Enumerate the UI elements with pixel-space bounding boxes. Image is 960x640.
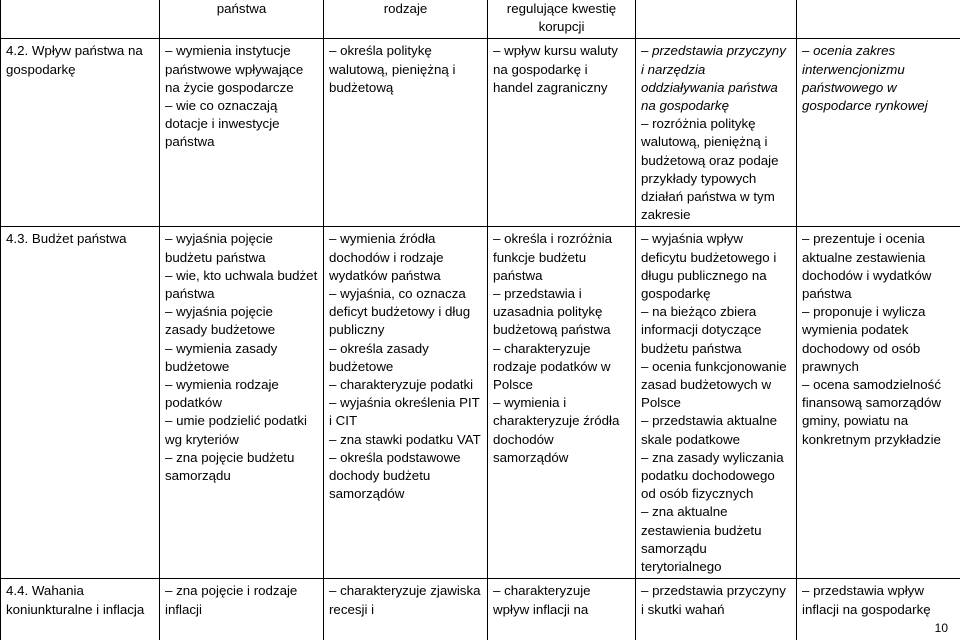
list-item: – określa i rozróżnia funkcje budżetu państwa [493,231,612,283]
cell-complete [636,227,797,579]
cell-extended: regulujące kwestię korupcji [488,0,636,39]
list-item: – charakteryzuje wpływ inflacji na [493,583,591,617]
cell-complete [636,39,797,227]
list-item: – charakteryzuje zjawiska recesji i [329,583,481,617]
list-item: – wymienia zasady budżetowe [165,340,278,374]
cell-basic: rodzaje [324,0,488,39]
page-number: 10 [934,620,948,635]
cell-section: 4.4. Wahania koniunkturalne i inflacja [1,579,160,640]
cell-extended [488,227,636,579]
list-item: – wymienia rodzaje podatków [165,377,279,411]
list-item: – ocena samodzielność finansową samorządów gminy, powiatu na konkretnym przykładzie [802,377,941,447]
list-item: – charakteryzuje rodzaje podatków w Polsce [493,340,611,393]
list-item: – charakteryzuje podatki [329,377,474,393]
list-item: – określa zasady budżetowe [329,340,429,374]
cell-outstanding [797,39,960,227]
cell-basic [324,39,488,227]
list-item: – ocenia zakres interwencjonizmu państwowego w gospodarce rynkowej [802,43,928,114]
table-row-4-2 [1,39,960,227]
list-item: – zna aktualne zestawienia budżetu samorządu terytorialnego [641,504,762,575]
list-item: – wymienia źródła dochodów i rodzaje wydatków państwa [329,231,444,283]
cell-outstanding [797,0,960,39]
list-item: – zna zasady wyliczania podatku dochodowego od osób fizycznych [641,449,784,502]
list-item: – przedstawia i uzasadnia politykę budżetową państwa [493,286,611,338]
list-item: – ocenia funkcjonowanie zasad budżetowych w Polsce [641,358,787,411]
list-item: – wyjaśnia wpływ deficytu budżetowego i długu publicznego na gospodarkę [641,231,777,302]
list-item: – wyjaśnia, co oznacza deficyt budżetowy i dług publiczny [329,286,471,338]
list-item: – przedstawia aktualne skale podatkowe [641,413,778,447]
cell-content [160,227,324,579]
cell-basic [324,579,488,640]
list-item: – umie podzielić podatki wg kryteriów [165,413,307,447]
cell-section: 4.2. Wpływ państwa na gospodarkę [1,39,160,227]
cell-content: państwa [160,0,324,39]
list-item: – wyjaśnia pojęcie zasady budżetowe [165,304,276,338]
cell-section [1,0,160,39]
cell-complete [636,0,797,39]
cell-extended [488,579,636,640]
cell-content [160,39,324,227]
cell-section: 4.3. Budżet państwa [1,227,160,579]
list-item: – rozróżnia politykę walutową, pieniężną i budżetową oraz podaje przykłady typowych działań państwa w tym zakresie [641,116,779,223]
list-item: – wyjaśnia określenia PIT i CIT [329,395,480,429]
list-item: – wymienia instytucje państwowe wpływające na życie gospodarcze [165,43,304,95]
table-row-4-4 [1,579,960,640]
list-item: – przedstawia wpływ inflacji na gospodarkę [802,583,931,617]
list-item: – przedstawia przyczyny i skutki wahań [641,583,786,617]
list-item: – określa politykę walutową, pieniężną i budżetową [329,43,456,95]
list-item: – prezentuje i ocenia aktualne zestawienia dochodów i wydatków państwa [802,231,932,302]
list-item: – proponuje i wylicza wymienia podatek dochodowy od osób prawnych [802,304,926,374]
cell-outstanding [797,227,960,579]
table-row-header-continuation [1,0,960,39]
list-item: – zna pojęcie i rodzaje inflacji [165,583,298,617]
list-item: – wpływ kursu waluty na gospodarkę i handel zagraniczny [493,43,618,95]
cell-complete [636,579,797,640]
list-item: – zna pojęcie budżetu samorządu [165,449,295,484]
list-item: – na bieżąco zbiera informacji dotyczące budżetu państwa [641,304,762,356]
list-item: – zna stawki podatku VAT [329,431,481,447]
cell-content [160,579,324,640]
list-item: – wyjaśnia pojęcie budżetu państwa [165,231,273,265]
cell-basic [324,227,488,579]
list-item: – wie co oznaczają dotacje i inwestycje państwa [165,98,280,150]
cell-extended [488,39,636,227]
table-row-4-3 [1,227,960,579]
list-item: – przedstawia przyczyny i narzędzia oddziaływania państwa na gospodarkę [641,43,786,114]
list-item: – wie, kto uchwala budżet państwa [165,267,318,302]
list-item: – określa podstawowe dochody budżetu samorządów [329,449,461,502]
list-item: – wymienia i charakteryzuje źródła dochodów samorządów [493,395,620,465]
